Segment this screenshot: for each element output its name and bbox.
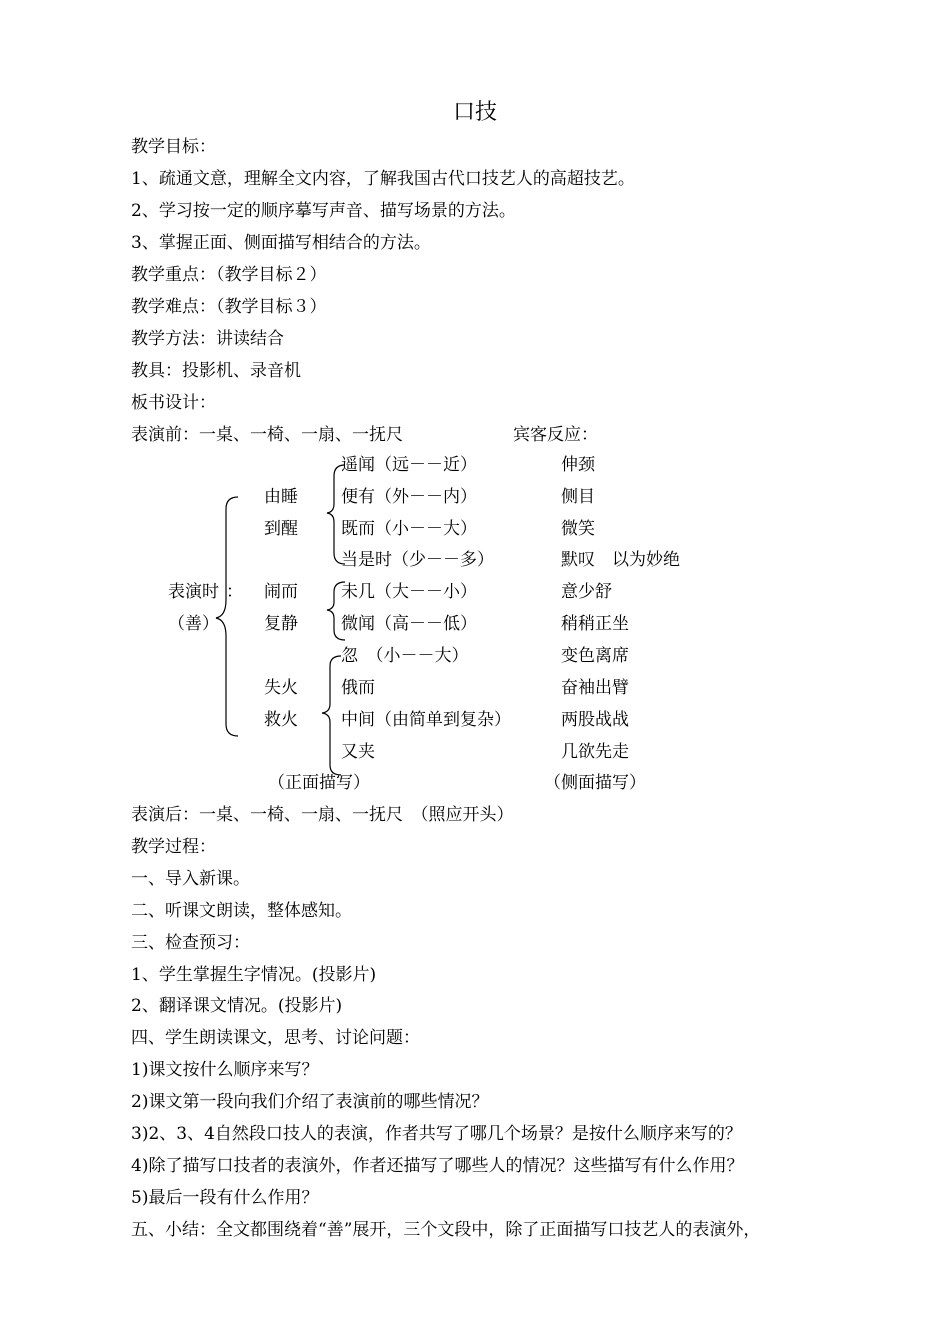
description-item: 忽 （小－－大） [341, 646, 469, 666]
method-line: 教学方法：讲读结合 [131, 329, 284, 349]
scene-label: 由睡 [264, 487, 298, 507]
question-line: 3)2、3、4自然段口技人的表演，作者共写了哪几个场景？是按什么顺序来写的？ [131, 1124, 742, 1144]
scene-label: 复静 [264, 614, 298, 634]
brace-group3 [322, 656, 341, 775]
brace-large [216, 497, 238, 736]
section-heading-goals: 教学目标： [131, 137, 216, 157]
description-item: 便有（外－－内） [341, 487, 477, 507]
board-shan: （善） [168, 614, 219, 634]
description-item: 中间（由简单到复杂） [341, 710, 511, 730]
board-during-colon: ： [226, 582, 243, 602]
reaction-item: 意少舒 [561, 582, 612, 602]
page-title: 口技 [452, 100, 497, 125]
description-item: 俄而 [341, 678, 375, 698]
side-description-label: （侧面描写） [544, 773, 646, 793]
goal-line: 2、学习按一定的顺序摹写声音、描写场景的方法。 [131, 201, 516, 221]
reaction-item: 几欲先走 [561, 742, 629, 762]
brace-group2 [327, 582, 345, 640]
board-heading: 板书设计： [131, 393, 216, 413]
description-item: 未几（大－－小） [341, 582, 477, 602]
description-item: 微闻（高－－低） [341, 614, 477, 634]
question-line: 2)课文第一段向我们介绍了表演前的哪些情况？ [131, 1092, 489, 1112]
description-item: 既而（小－－大） [341, 519, 477, 539]
process-line: 2、翻译课文情况。(投影片) [131, 996, 343, 1016]
board-after: 表演后：一桌、一椅、一扇、一抚尺 （照应开头） [131, 805, 514, 825]
reaction-item: 变色离席 [561, 646, 629, 666]
question-line: 4)除了描写口技者的表演外，作者还描写了哪些人的情况？这些描写有什么作用？ [131, 1156, 744, 1176]
process-heading: 教学过程： [131, 837, 216, 857]
scene-label: 到醒 [264, 519, 298, 539]
process-line: 1、学生掌握生字情况。(投影片) [131, 965, 377, 985]
board-during: 表演时 [168, 582, 219, 602]
difficulty-line: 教学难点：（教学目标３） [131, 297, 327, 317]
board-before: 表演前：一桌、一椅、一扇、一抚尺 [131, 425, 403, 445]
scene-label: 失火 [264, 678, 298, 698]
summary-line: 五、小结：全文都围绕着“善”展开，三个文段中，除了正面描写口技艺人的表演外， [131, 1220, 761, 1240]
reaction-item: 两股战战 [561, 710, 629, 730]
description-item: 遥闻（远－－近） [341, 455, 477, 475]
scene-label: 闹而 [264, 582, 298, 602]
question-line: 5)最后一段有什么作用？ [131, 1188, 319, 1208]
reaction-item: 默叹 以为妙绝 [561, 550, 680, 570]
reaction-item: 微笑 [561, 519, 595, 539]
process-line: 四、学生朗读课文，思考、讨论问题： [131, 1028, 420, 1048]
brace-group1 [327, 465, 345, 564]
key-point-line: 教学重点：（教学目标２） [131, 265, 327, 285]
scene-label: 救火 [264, 710, 298, 730]
reaction-item: 伸颈 [561, 455, 595, 475]
reaction-item: 奋袖出臂 [561, 678, 629, 698]
reaction-item: 稍稍正坐 [561, 614, 629, 634]
reaction-item: 侧目 [561, 487, 595, 507]
question-line: 1)课文按什么顺序来写？ [131, 1060, 319, 1080]
front-description-label: （正面描写） [268, 773, 370, 793]
tools-line: 教具：投影机、录音机 [131, 361, 301, 381]
description-item: 当是时（少－－多） [341, 550, 494, 570]
description-item: 又夹 [341, 742, 375, 762]
goal-line: 1、疏通文意，理解全文内容，了解我国古代口技艺人的高超技艺。 [131, 169, 635, 189]
process-line: 一、导入新课。 [131, 869, 250, 889]
process-line: 二、听课文朗读，整体感知。 [131, 901, 352, 921]
goal-line: 3、掌握正面、侧面描写相结合的方法。 [131, 233, 431, 253]
process-line: 三、检查预习： [131, 933, 250, 953]
board-guest-header: 宾客反应： [513, 425, 598, 445]
